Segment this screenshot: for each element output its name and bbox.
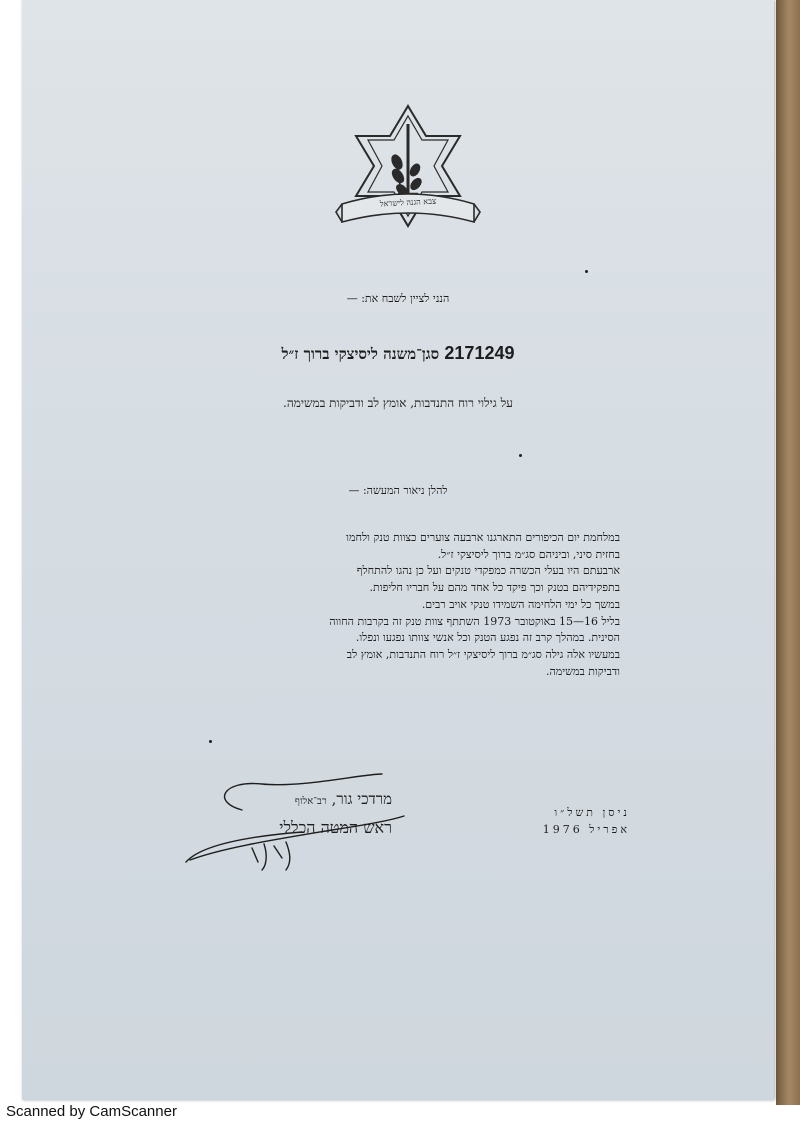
body-line: ארבעתם היו בעלי הכשרה כמפקדי טנקים ועל כן נהגו להתחלף: [356, 564, 620, 578]
body-line: במלחמת יום הכיפורים התארגנו ארבעה צוערים כצוות טנק ולחמו: [346, 531, 620, 544]
date-gregorian: אפריל 1976: [542, 823, 630, 836]
citation-line: על גילוי רוח התנדבות, אומץ לב ודביקות במשימה.: [283, 396, 513, 410]
signatory-title: ראש המטה הכללי: [279, 818, 392, 837]
signatory-rank: רב־אלוף: [294, 796, 327, 807]
date-hebrew: ניסן תשל״ו: [554, 806, 630, 819]
intro-line: הנני לציין לשבח את: —: [346, 292, 450, 305]
body-line: בחזית סיני, וביניהם סג״מ ברוך ליסיצקי ז״ל.: [437, 547, 620, 561]
recipient-name: סגן־משנה ליסיצקי ברוך ז״ל: [281, 345, 440, 363]
recipient-line: [22, 343, 774, 364]
body-line: ודביקות במשימה.: [545, 664, 620, 678]
desk-background: [776, 0, 800, 1105]
body-line: במעשיו אלה גילה סג״מ ברוך ליסיצקי ז״ל רוח התנדבות, אומץ לב: [346, 647, 620, 661]
signatory-name: מרדכי גור,: [331, 790, 392, 808]
details-heading: להלן ניאור המעשה: —: [348, 484, 448, 497]
scanner-watermark: Scanned by CamScanner: [6, 1103, 177, 1120]
service-number: 2171249: [444, 343, 515, 363]
body-line: הסינית. במהלך קרב זה נפגע הטנק וכל אנשי צוותו נפגעו ונפלו.: [355, 631, 620, 645]
speck: [585, 270, 588, 273]
speck: [209, 740, 212, 743]
idf-emblem-icon: [334, 100, 482, 240]
body-line: בתפקידיהם בטנק וכך פיקד כל אחד מהם על חבריו חליפות.: [369, 581, 620, 595]
body-line: במשך כל ימי הלחימה השמידו טנקי אויב רבים.: [421, 597, 620, 611]
certificate-paper: [22, 0, 774, 1100]
emblem-motto: צבא הגנה לישראל: [379, 196, 437, 209]
body-paragraph: [186, 530, 620, 680]
body-line: בליל 16—15 באוקטובר 1973 השתתף צוות טנק זה בקרבות החווה: [329, 614, 620, 628]
speck: [519, 454, 522, 457]
signatory-name-line: [152, 790, 392, 809]
